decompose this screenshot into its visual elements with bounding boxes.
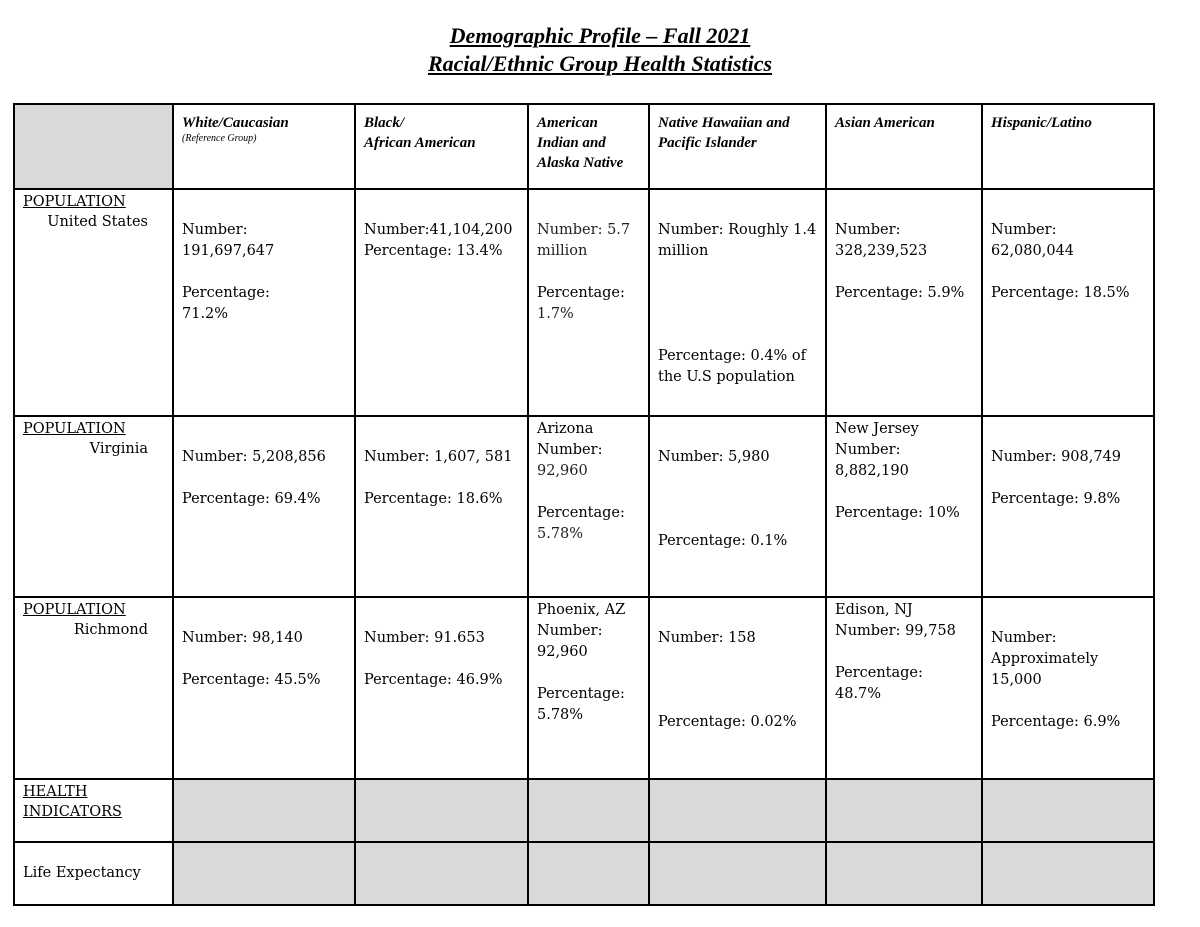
cell-life-hispanic bbox=[982, 842, 1154, 905]
cell-va-american-indian bbox=[528, 416, 649, 597]
number-text: Number: bbox=[991, 222, 1057, 238]
cell-health-native-hawaiian bbox=[649, 779, 826, 842]
col-header-label: White/Caucasian bbox=[182, 115, 289, 131]
percentage-text: Percentage: 0.02% bbox=[658, 714, 797, 730]
row-label: HEALTH bbox=[23, 784, 88, 800]
col-header-american-indian bbox=[528, 104, 649, 189]
row-population-richmond bbox=[14, 597, 1154, 779]
cell-life-white bbox=[173, 842, 355, 905]
percentage-text: Percentage: bbox=[537, 285, 625, 301]
percentage-value: 48.7% bbox=[835, 686, 882, 702]
cell-va-white bbox=[173, 416, 355, 597]
place-text: New Jersey bbox=[835, 421, 919, 437]
cell-va-native-hawaiian bbox=[649, 416, 826, 597]
percentage-text: Percentage: 6.9% bbox=[991, 714, 1121, 730]
cell-life-asian bbox=[826, 842, 982, 905]
cell-va-asian bbox=[826, 416, 982, 597]
percentage-text: Percentage: 46.9% bbox=[364, 672, 503, 688]
cell-ri-black bbox=[355, 597, 528, 779]
number-text: Number: 5,208,856 bbox=[182, 449, 326, 465]
number-value: 191,697,647 bbox=[182, 243, 275, 259]
number-text: Number: bbox=[835, 222, 901, 238]
number-text: Number: 1,607, 581 bbox=[364, 449, 513, 465]
cell-health-asian bbox=[826, 779, 982, 842]
row-life-expectancy bbox=[14, 842, 1154, 905]
row-population-virginia bbox=[14, 416, 1154, 597]
percentage-text: Percentage: bbox=[182, 285, 270, 301]
percentage-text: Percentage: 18.6% bbox=[364, 491, 503, 507]
number-text: Number: bbox=[182, 222, 248, 238]
number-value: 62,080,044 bbox=[991, 243, 1075, 259]
percentage-text: Percentage: 10% bbox=[835, 505, 960, 521]
corner-cell bbox=[14, 104, 173, 189]
row-label: POPULATION bbox=[23, 421, 126, 437]
number-text: Number:41,104,200 bbox=[364, 222, 513, 238]
cell-health-white bbox=[173, 779, 355, 842]
percentage-value: 5.78% bbox=[537, 707, 584, 723]
percentage-text: Percentage: bbox=[537, 505, 625, 521]
cell-us-black bbox=[355, 189, 528, 416]
number-value: 8,882,190 bbox=[835, 463, 909, 479]
cell-us-white bbox=[173, 189, 355, 416]
col-header-label: Hispanic/Latino bbox=[991, 115, 1092, 131]
row-sublabel: Virginia bbox=[89, 441, 148, 457]
col-header-sublabel: (Reference Group) bbox=[182, 133, 257, 144]
cell-ri-native-hawaiian bbox=[649, 597, 826, 779]
row-label-line2: INDICATORS bbox=[23, 804, 122, 820]
number-value: 92,960 bbox=[537, 463, 588, 479]
col-header-black bbox=[355, 104, 528, 189]
percentage-text: Percentage: bbox=[835, 665, 923, 681]
row-sublabel: Richmond bbox=[73, 622, 148, 638]
row-label-cell bbox=[14, 842, 173, 905]
cell-us-hispanic bbox=[982, 189, 1154, 416]
cell-health-black bbox=[355, 779, 528, 842]
cell-ri-white bbox=[173, 597, 355, 779]
number-text: Number: bbox=[537, 442, 603, 458]
place-text: Edison, NJ bbox=[835, 602, 913, 618]
row-label-cell bbox=[14, 597, 173, 779]
number-value: 328,239,523 bbox=[835, 243, 928, 259]
col-header-label: Black/ African American bbox=[364, 115, 476, 151]
number-text: Number: 98,140 bbox=[182, 630, 303, 646]
percentage-value: 71.2% bbox=[182, 306, 229, 322]
place-text: Arizona bbox=[537, 421, 594, 437]
place-text: Phoenix, AZ bbox=[537, 602, 626, 618]
percentage-text: Percentage: 69.4% bbox=[182, 491, 321, 507]
number-text: Number: 5.7 million bbox=[537, 222, 631, 259]
number-text: Number: 908,749 bbox=[991, 449, 1122, 465]
row-label-cell bbox=[14, 189, 173, 416]
col-header-native-hawaiian bbox=[649, 104, 826, 189]
number-text: Number: bbox=[835, 442, 901, 458]
row-health-indicators bbox=[14, 779, 1154, 842]
number-text: Number: 91.653 bbox=[364, 630, 485, 646]
percentage-text: Percentage: 9.8% bbox=[991, 491, 1121, 507]
percentage-value: 5.78% bbox=[537, 526, 584, 542]
row-label: Life Expectancy bbox=[23, 865, 141, 881]
number-text: Number: 158 bbox=[658, 630, 756, 646]
col-header-asian bbox=[826, 104, 982, 189]
demographic-table bbox=[13, 103, 1155, 906]
percentage-text: Percentage: 18.5% bbox=[991, 285, 1130, 301]
col-header-label: American Indian and Alaska Native bbox=[537, 115, 624, 171]
percentage-text: Percentage: bbox=[537, 686, 625, 702]
cell-ri-asian bbox=[826, 597, 982, 779]
percentage-text: Percentage: 45.5% bbox=[182, 672, 321, 688]
cell-va-black bbox=[355, 416, 528, 597]
number-text: Number: Roughly 1.4 million bbox=[658, 222, 817, 259]
title-line-2: Racial/Ethnic Group Health Statistics bbox=[427, 51, 773, 76]
cell-us-asian bbox=[826, 189, 982, 416]
number-text: Number: 99,758 bbox=[835, 623, 956, 639]
number-value: Approximately 15,000 bbox=[991, 651, 1099, 688]
cell-life-black bbox=[355, 842, 528, 905]
row-sublabel: United States bbox=[47, 214, 148, 230]
col-header-white bbox=[173, 104, 355, 189]
cell-health-american-indian bbox=[528, 779, 649, 842]
row-label: POPULATION bbox=[23, 602, 126, 618]
header-row bbox=[14, 104, 1154, 189]
percentage-text: Percentage: 0.1% bbox=[658, 533, 788, 549]
percentage-text: Percentage: 13.4% bbox=[364, 243, 503, 259]
col-header-hispanic bbox=[982, 104, 1154, 189]
percentage-text: Percentage: 0.4% of the U.S population bbox=[658, 348, 807, 385]
cell-life-native-hawaiian bbox=[649, 842, 826, 905]
col-header-label: Asian American bbox=[835, 115, 935, 131]
cell-us-american-indian bbox=[528, 189, 649, 416]
cell-life-american-indian bbox=[528, 842, 649, 905]
title-line-1: Demographic Profile – Fall 2021 bbox=[449, 23, 751, 48]
number-value: 92,960 bbox=[537, 644, 588, 660]
number-text: Number: 5,980 bbox=[658, 449, 770, 465]
row-population-us bbox=[14, 189, 1154, 416]
cell-va-hispanic bbox=[982, 416, 1154, 597]
cell-ri-hispanic bbox=[982, 597, 1154, 779]
percentage-value: 1.7% bbox=[537, 306, 574, 322]
row-label: POPULATION bbox=[23, 194, 126, 210]
cell-us-native-hawaiian bbox=[649, 189, 826, 416]
row-label-cell bbox=[14, 779, 173, 842]
document-title bbox=[0, 22, 1200, 78]
number-text: Number: bbox=[991, 630, 1057, 646]
col-header-label: Native Hawaiian and Pacific Islander bbox=[658, 115, 790, 151]
cell-ri-american-indian bbox=[528, 597, 649, 779]
number-text: Number: bbox=[537, 623, 603, 639]
row-label-cell bbox=[14, 416, 173, 597]
percentage-text: Percentage: 5.9% bbox=[835, 285, 965, 301]
cell-health-hispanic bbox=[982, 779, 1154, 842]
